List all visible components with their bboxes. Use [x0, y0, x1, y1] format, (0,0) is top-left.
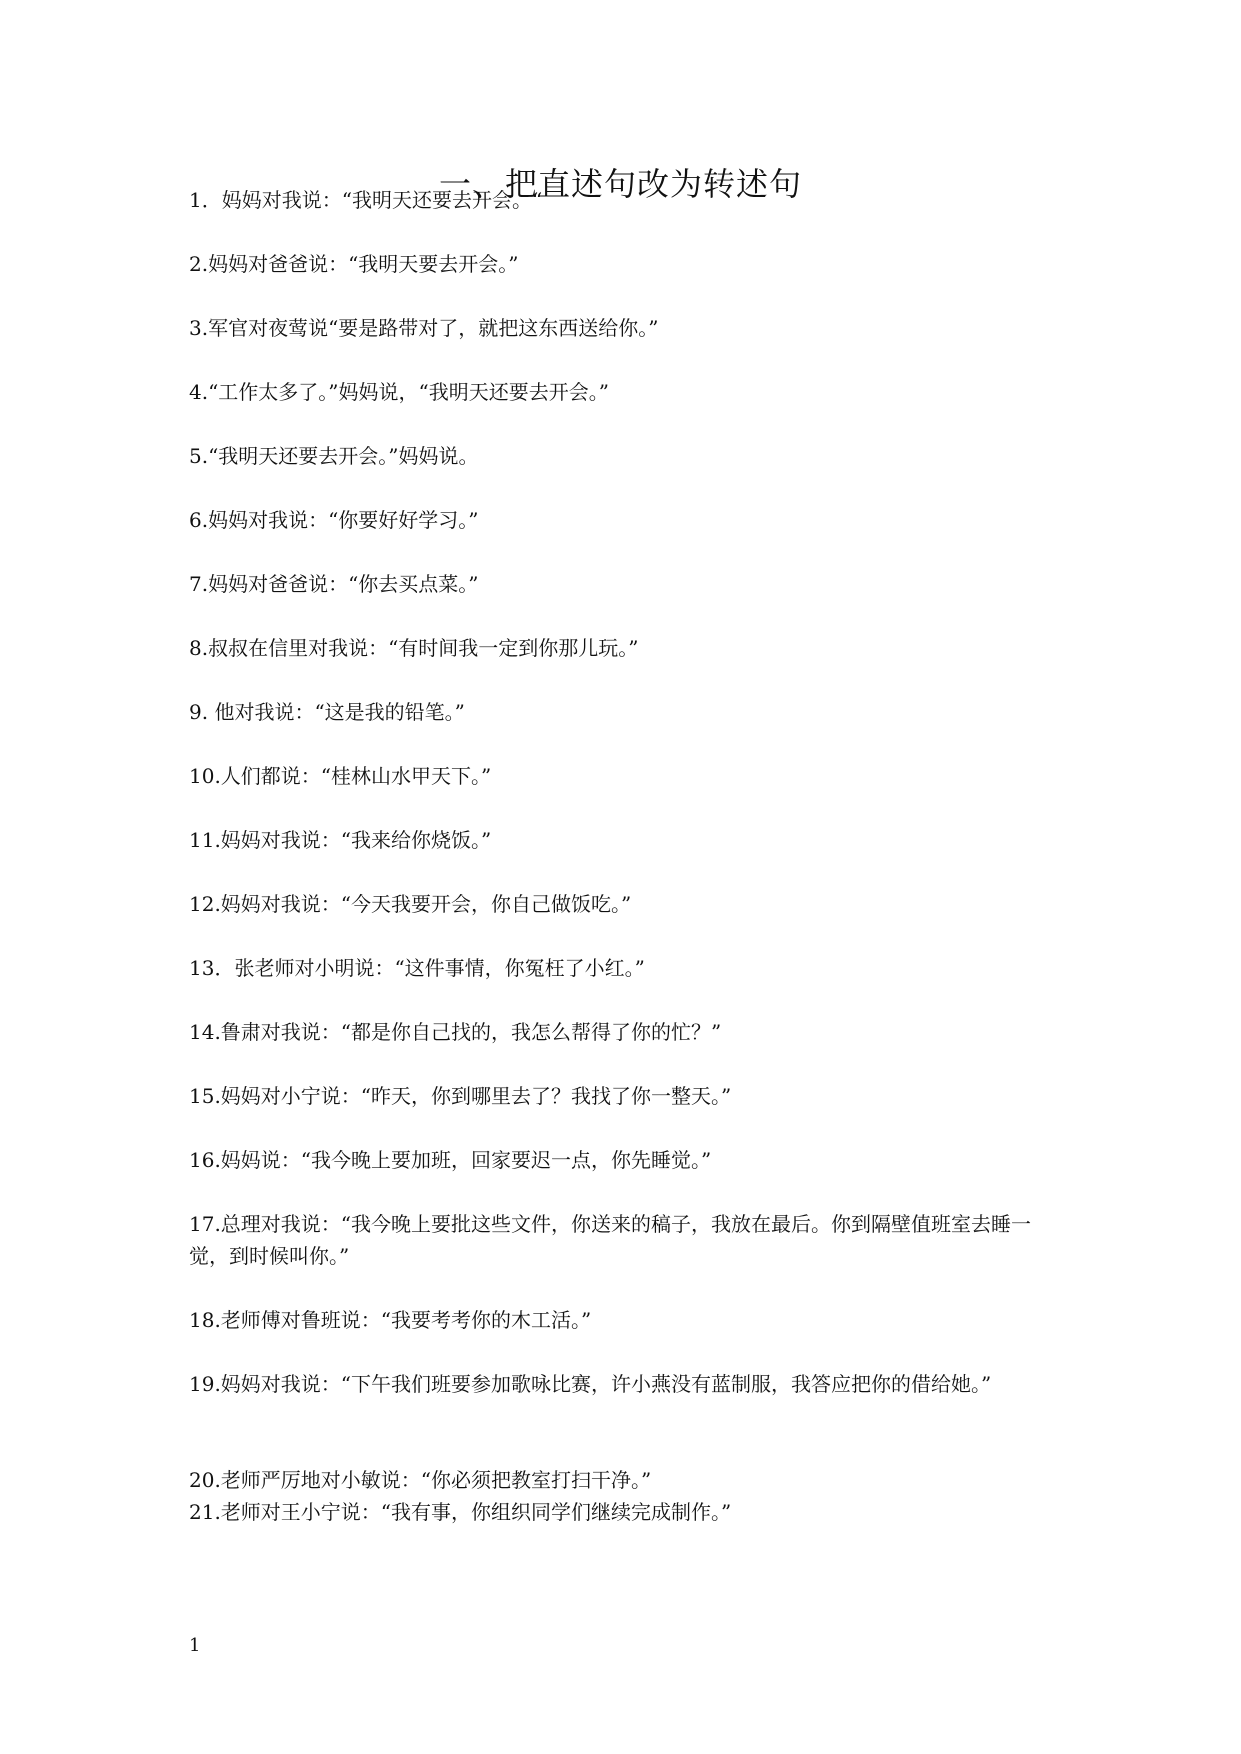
- page-title: 一、把直述句改为转述句: [438, 165, 802, 203]
- list-item: 17.总理对我说：“我今晚上要批这些文件，你送来的稿子，我放在最后。你到隔壁值班室去睡一觉，到时候叫你。”: [189, 1212, 1032, 1268]
- list-item: 13．张老师对小明说：“这件事情，你冤枉了小红。”: [189, 956, 645, 980]
- list-item: 3.军官对夜莺说“要是路带对了，就把这东西送给你。”: [189, 316, 659, 340]
- list-item: 7.妈妈对爸爸说：“你去买点菜。”: [189, 572, 479, 596]
- list-item: 12.妈妈对我说：“今天我要开会，你自己做饭吃。”: [189, 892, 632, 916]
- list-item: 2.妈妈对爸爸说：“我明天要去开会。”: [189, 252, 519, 276]
- list-item: 8.叔叔在信里对我说：“有时间我一定到你那儿玩。”: [189, 636, 639, 660]
- page-number: 1: [189, 1635, 201, 1656]
- list-item: 21.老师对王小宁说：“我有事，你组织同学们继续完成制作。”: [189, 1500, 732, 1524]
- list-item: 14.鲁肃对我说：“都是你自己找的，我怎么帮得了你的忙？”: [189, 1020, 722, 1044]
- list-item: 15.妈妈对小宁说：“昨天，你到哪里去了？我找了你一整天。”: [189, 1084, 732, 1108]
- list-item: 16.妈妈说：“我今晚上要加班，回家要迟一点，你先睡觉。”: [189, 1148, 712, 1172]
- list-item: 10.人们都说：“桂林山水甲天下。”: [189, 764, 492, 788]
- list-item: 19.妈妈对我说：“下午我们班要参加歌咏比赛，许小燕没有蓝制服，我答应把你的借给她。”: [189, 1372, 992, 1396]
- list-item: 20.老师严厉地对小敏说：“你必须把教室打扫干净。”: [189, 1468, 652, 1492]
- list-item: 1．妈妈对我说：“我明天还要去开会。“: [189, 188, 543, 212]
- list-item: 11.妈妈对我说：“我来给你烧饭。”: [189, 828, 492, 852]
- list-item: 5.“我明天还要去开会。”妈妈说。: [189, 444, 479, 468]
- list-item: 6.妈妈对我说：“你要好好学习。”: [189, 508, 479, 532]
- list-item: 18.老师傅对鲁班说：“我要考考你的木工活。”: [189, 1308, 592, 1332]
- list-item: 9. 他对我说：“这是我的铅笔。”: [189, 700, 465, 724]
- list-item: 4.“工作太多了。”妈妈说，“我明天还要去开会。”: [189, 380, 609, 404]
